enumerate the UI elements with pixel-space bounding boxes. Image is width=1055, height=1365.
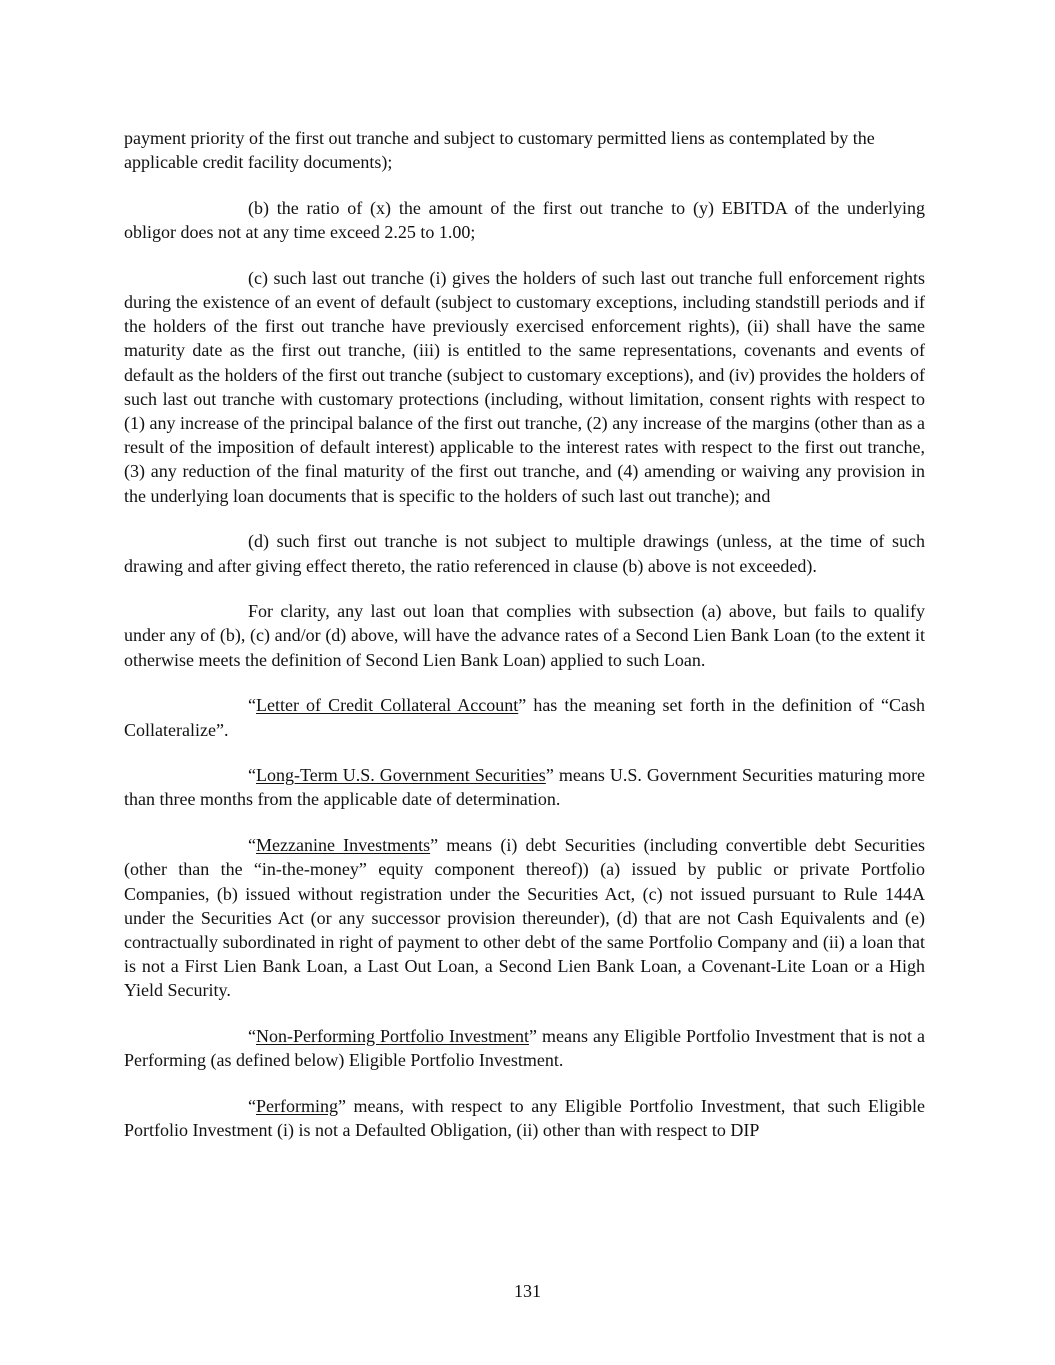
paragraph-clarity: For clarity, any last out loan that complies with subsection (a) above, but fails to qualify under any of (b), (c) and/or (d) above, will have the advance rates of a Second Lien Bank Loan (to the extent it otherwise meets the definition of Second Lien Bank Loan) applied to such Loan. [124, 601, 925, 670]
definition-performing [124, 1094, 925, 1142]
defined-term: Performing [256, 1096, 338, 1116]
paragraph-continuation: payment priority of the first out tranche and subject to customary permitted liens as contemplated by the applicable credit facility documents); [124, 128, 875, 173]
paragraph-clause-b: (b) the ratio of (x) the amount of the first out tranche to (y) EBITDA of the underlying obligor does not at any time exceed 2.25 to 1.00; [124, 197, 925, 243]
definition-body: ” means (i) debt Securities (including convertible debt Securities (other than the “in-the-money” equity component thereof)) (a) issued by public or private Portfolio Companies, (b) issued without registration under the Securities Act, (c) not issued pursuant to Rule 144A under the Securities Act (or any successor provision thereunder), (d) that are not Cash Equivalents and (e) contractually subordinated in right of payment to other debt of the same Portfolio Company and (ii) a loan that is not a First Lien Bank Loan, a Last Out Loan, a Second Lien Bank Loan, a Covenant-Lite Loan or a High Yield Security. [124, 835, 926, 1001]
open-quote: “ [248, 835, 256, 856]
definition-body: ” has the meaning set forth in the definition of “Cash Collateralize”. [124, 695, 925, 740]
definition-body: ” means any Eligible Portfolio Investment that is not a Performing (as defined below) Eligible Portfolio Investment. [124, 1026, 925, 1071]
defined-term: Non-Performing Portfolio Investment [256, 1026, 529, 1047]
paragraph-clause-c: (c) such last out tranche (i) gives the holders of such last out tranche full enforcement rights during the existence of an event of default (subject to customary exceptions, including standstill periods and if the holders of the first out tranche have previously exercised enforcement rights), (ii) shall have the same maturity date as the first out tranche, (iii) is entitled to the same representations, covenants and events of default as the holders of the first out tranche (subject to customary exceptions), and (iv) provides the holders of such last out tranche with customary protections (including, without limitation, consent rights with respect to (1) any increase of the principal balance of the first out tranche, (2) any increase of the margins (other than as a result of the imposition of default interest) applicable to the interest rates with respect to the first out tranche, (3) any reduction of the final maturity of the first out tranche, and (4) amending or waiving any provision in the underlying loan documents that is specific to the holders of such last out tranche); and [124, 267, 925, 506]
open-quote: “ [248, 1096, 256, 1116]
defined-term: Letter of Credit Collateral Account [256, 695, 519, 716]
definition-letter-of-credit-collateral-account [124, 693, 925, 741]
document-page [124, 126, 925, 1164]
open-quote: “ [248, 765, 256, 786]
definition-long-term-us-government-securities [124, 763, 925, 811]
open-quote: “ [248, 695, 256, 716]
definition-non-performing-portfolio-investment [124, 1024, 925, 1072]
defined-term: Mezzanine Investments [256, 835, 431, 856]
page-number: 131 [514, 1281, 541, 1301]
definition-mezzanine-investments [124, 833, 925, 1002]
defined-term: Long-Term U.S. Government Securities [256, 765, 546, 786]
definition-body: ” means, with respect to any Eligible Portfolio Investment, that such Eligible Portfolio Investment (i) is not a Defaulted Obligation, (ii) other than with respect to DIP [124, 1096, 925, 1141]
definition-body: ” means U.S. Government Securities maturing more than three months from the applicable date of determination. [124, 765, 925, 810]
paragraph-clause-d: (d) such first out tranche is not subject to multiple drawings (unless, at the time of such drawing and after giving effect thereto, the ratio referenced in clause (b) above is not exceeded). [124, 531, 925, 576]
open-quote: “ [248, 1026, 256, 1047]
